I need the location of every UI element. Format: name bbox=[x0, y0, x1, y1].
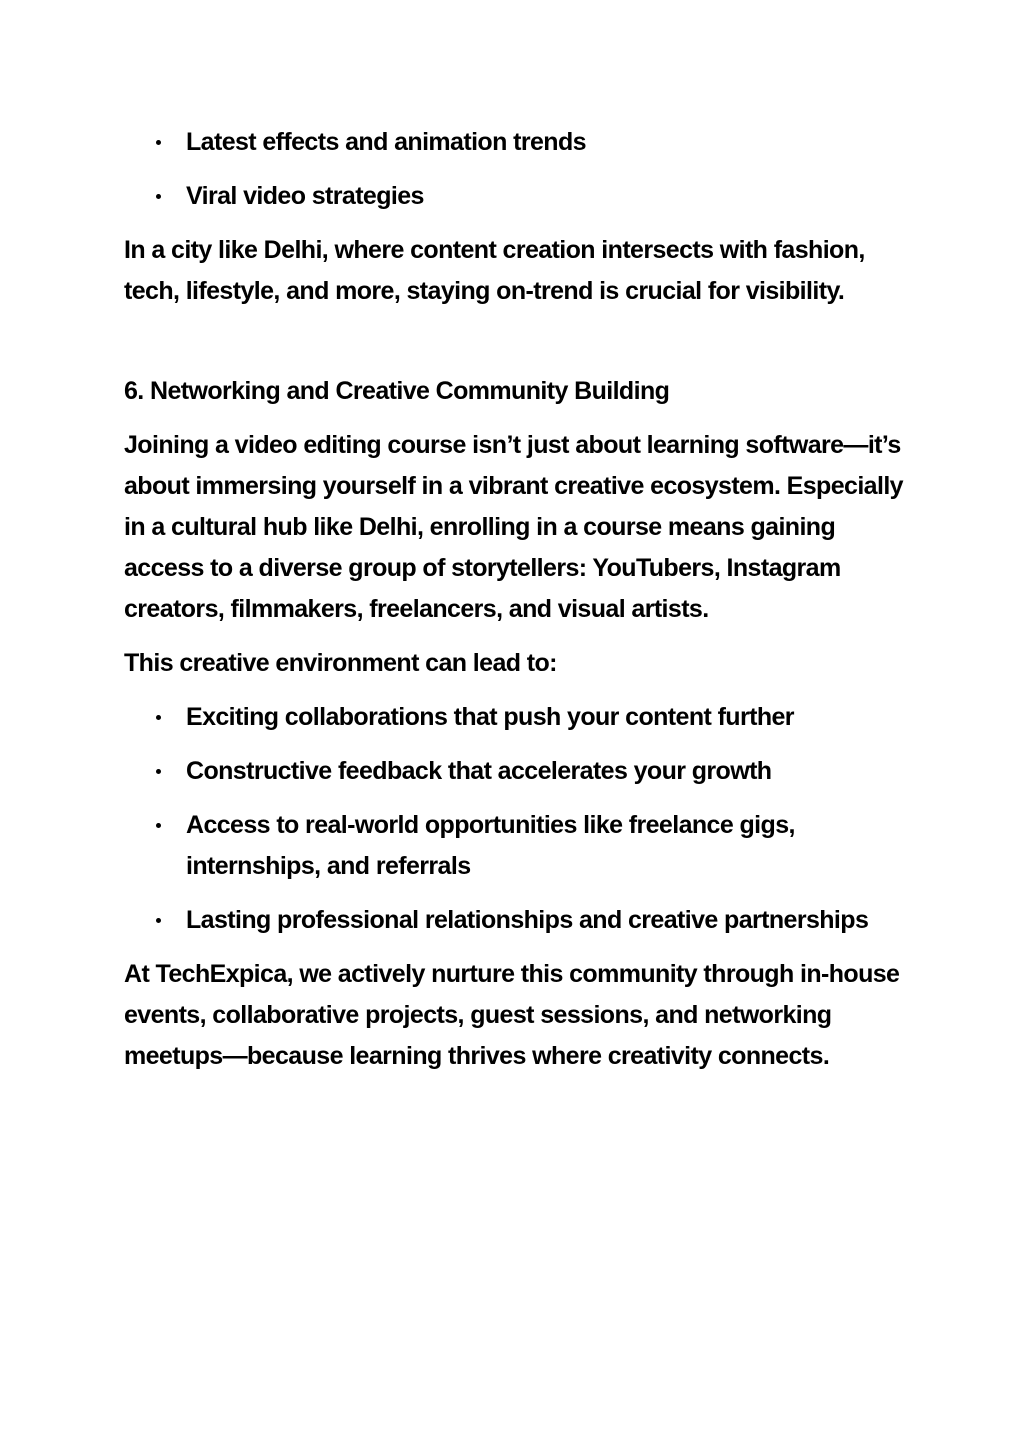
bullet-icon bbox=[156, 769, 161, 774]
bullet-icon bbox=[156, 823, 161, 828]
document-page bbox=[124, 122, 904, 1090]
section-heading: 6. Networking and Creative Community Building bbox=[124, 377, 670, 405]
list-item bbox=[124, 900, 904, 941]
list-item bbox=[124, 751, 904, 792]
list-item bbox=[124, 805, 904, 887]
paragraph-techexpica: At TechExpica, we actively nurture this community through in-house events, collaborative projects, guest sessions, and networking meetups—because learning thrives where creativity connects. bbox=[124, 960, 900, 1070]
trend-list bbox=[124, 122, 904, 217]
list-item bbox=[124, 122, 904, 163]
paragraph-delhi: In a city like Delhi, where content creation intersects with fashion, tech, lifestyle, and more, staying on-trend is crucial for visibility. bbox=[124, 236, 865, 305]
list-item-text: Constructive feedback that accelerates your growth bbox=[186, 757, 772, 785]
paragraph-lead: This creative environment can lead to: bbox=[124, 649, 557, 677]
bullet-icon bbox=[156, 918, 161, 923]
benefits-list bbox=[124, 697, 904, 941]
list-item bbox=[124, 176, 904, 217]
bullet-icon bbox=[156, 715, 161, 720]
list-item bbox=[124, 697, 904, 738]
list-item-text: Exciting collaborations that push your content further bbox=[186, 703, 794, 731]
list-item-text: Viral video strategies bbox=[186, 182, 424, 210]
paragraph-joining: Joining a video editing course isn’t just about learning software—it’s about immersing yourself in a vibrant creative ecosystem. Especially in a cultural hub like Delhi, enrolling in a course means gaining access to a diverse group of storytellers: YouTubers, Instagram creators, filmmakers, freelancers, and visual artists. bbox=[124, 431, 903, 623]
list-item-text: Lasting professional relationships and creative partnerships bbox=[186, 906, 869, 934]
bullet-icon bbox=[156, 140, 161, 145]
bullet-icon bbox=[156, 194, 161, 199]
list-item-text: Access to real-world opportunities like freelance gigs, internships, and referrals bbox=[186, 811, 795, 880]
list-item-text: Latest effects and animation trends bbox=[186, 128, 586, 156]
